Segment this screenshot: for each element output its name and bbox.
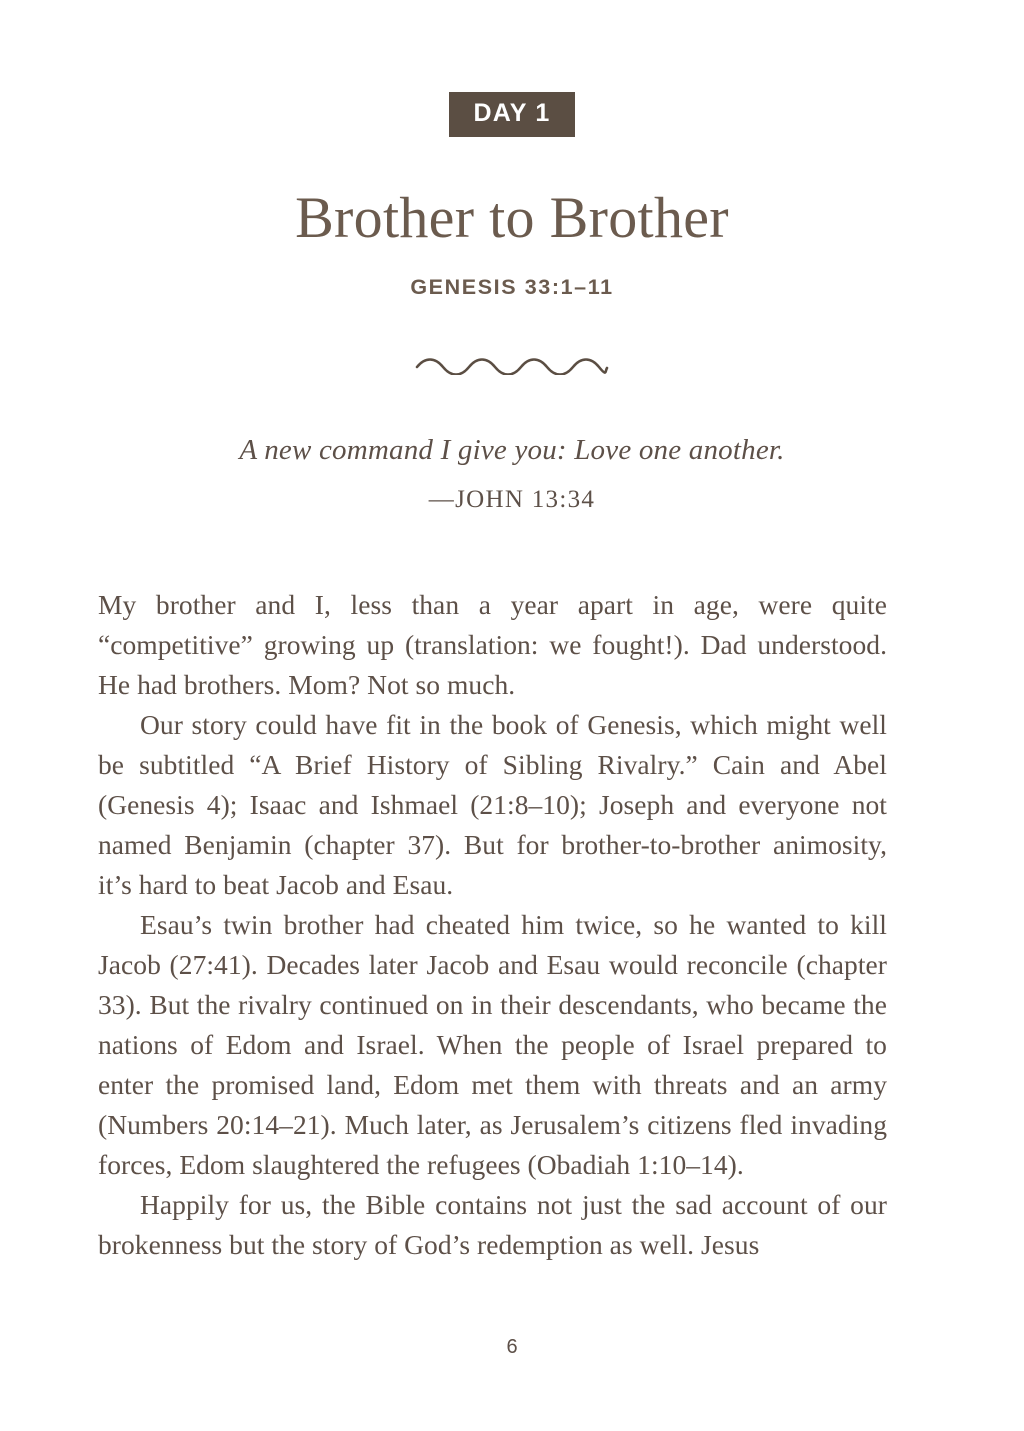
wavy-line-ornament-icon [414, 355, 610, 375]
body-paragraph: Esau’s twin brother had cheated him twice, so he wanted to kill Jacob (27:41). Decades later Jacob and Esau would reconcile (chapter 33). But the rivalry continued on in their descendants, who became the nations of Edom and Israel. When the people of Israel prepared to enter the promised land, Edom met them with threats and an army (Numbers 20:14–21). Much later, as Jerusalem’s citizens fled invading forces, Edom slaughtered the refugees (Obadiah 1:10–14). [98, 909, 887, 1180]
day-badge-row [0, 92, 1024, 137]
page-title: Brother to Brother [295, 185, 729, 250]
body-paragraph: Happily for us, the Bible contains not just the sad account of our brokenness but the story of God’s redemption as well. Jesus [98, 1189, 887, 1260]
scripture-reference: GENESIS 33:1–11 [410, 274, 614, 299]
epigraph-block [0, 432, 1024, 514]
epigraph-quote: A new command I give you: Love one another. [239, 434, 785, 466]
divider [0, 355, 1024, 375]
body-copy [98, 585, 887, 1265]
body-paragraph: Our story could have fit in the book of Genesis, which might well be subtitled “A Brief History of Sibling Rivalry.” Cain and Abel (Genesis 4); Isaac and Ishmael (21:8–10); Joseph and everyone not named Benjamin (chapter 37). But for brother-to-brother animosity, it’s hard to beat Jacob and Esau. [98, 709, 887, 900]
epigraph-attribution: —JOHN 13:34 [428, 485, 596, 513]
title-block [0, 185, 1024, 300]
body-paragraph: My brother and I, less than a year apart in age, were quite “competitive” growing up (translation: we fought!). Dad understood. He had brothers. Mom? Not so much. [98, 589, 887, 700]
day-badge: DAY 1 [449, 92, 576, 137]
page-number: 6 [506, 1336, 518, 1358]
